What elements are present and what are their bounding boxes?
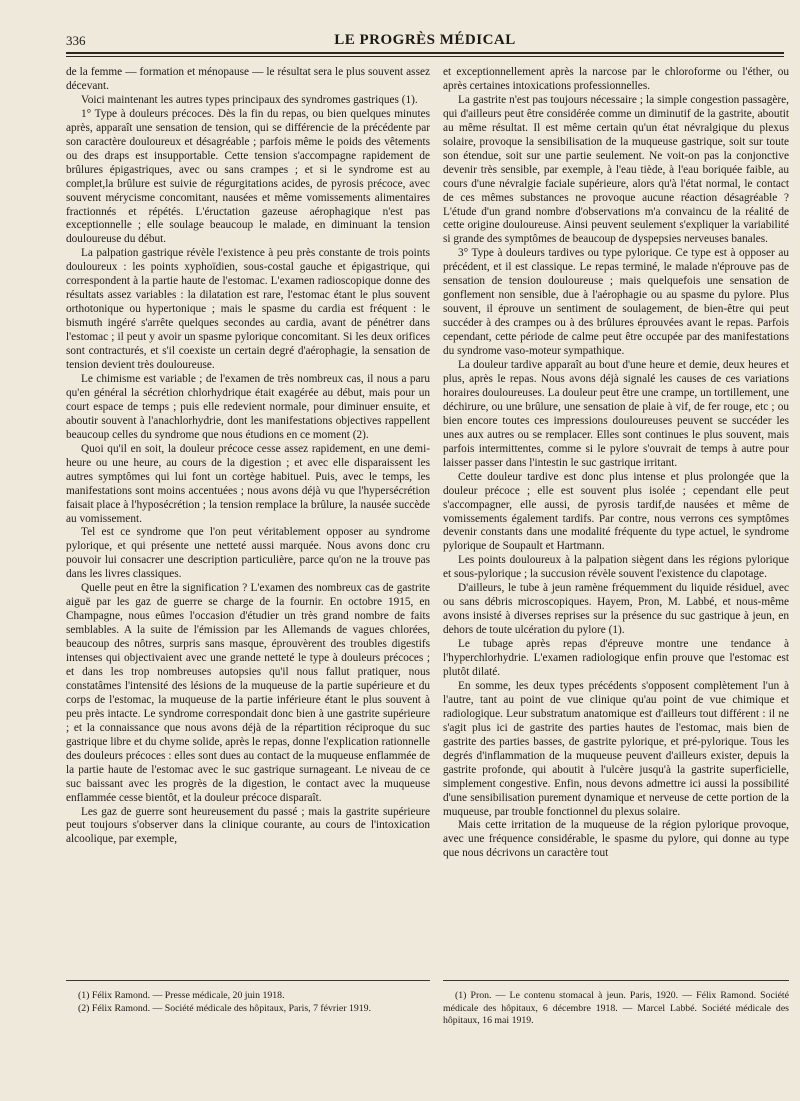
right-column xyxy=(443,66,789,971)
page-number: 336 xyxy=(66,33,86,48)
paragraph: En somme, les deux types précédents s'opposent complètement l'un à l'autre, tant au point de vue clinique qu'au point de vue chimique et radiologique. Leur substratum anatomique est d'ailleurs tout différent : il ne s'agit plus ici de gastrite des parties hautes de l'estomac, mais bien de gastrite des parties basses, de gastrite pylorique, et pré-pylorique. Tous les degrés d'inflammation de la muqueuse peuvent d'ailleurs exister, depuis la gastrite profonde, qui aboutit à l'ulcère jusqu'à la gastrite superficielle, simplement congestive. Enfin, nous devons admettre ici aussi la possibilité d'une sensibilisation purement dynamique et nerveuse de cette portion de la muqueuse, par trouble fonctionnel du plexus solaire. xyxy=(443,679,789,818)
page-header xyxy=(66,29,784,51)
footnote-rule xyxy=(443,980,789,981)
paragraph: Quoi qu'il en soit, la douleur précoce cesse assez rapidement, en une demi-heure ou une heure, au cours de la digestion ; et avec elle disparaissent les autres symptômes qui lui font un cortège habituel. Puis, avec le temps, les manifestations sont moins accentuées ; nous avons déjà vu que l'hypersécrétion faisait place à l'hyposécrétion ; la tension remplace la brûlure, la nausée succède au vomissement. xyxy=(66,442,430,525)
left-column xyxy=(66,66,430,971)
paragraph: La gastrite n'est pas toujours nécessaire ; la simple congestion passagère, qui d'ailleurs peut être considérée comme un diminutif de la gastrite, aboutit au même résultat. Il est même certain qu'un état névralgique du plexus solaire, provoque la sensibilisation de la muqueuse gastrique, soit sur toute son étendue, soit sur une partie seulement. Ne voit-on pas la conjonctive devenir très sensible, par exemple, à l'eau tiède, à l'eau boriquée faible, au cours d'une névralgie faciale supérieure, alors qu'à l'état normal, le contact de ces mêmes substances ne provoque aucune réaction désagréable ? L'étude d'un grand nombre d'observations m'a convaincu de la réalité de cette origine douloureuse. Ainsi peuvent seulement s'expliquer la variabilité si grande des symptômes de beaucoup de dyspepsies nerveuses banales. xyxy=(443,93,789,246)
paragraph: 3° Type à douleurs tardives ou type pylorique. Ce type est à opposer au précédent, et il est classique. Le repas terminé, le malade n'éprouve pas de sensation de tension douloureuse ; mais quelquefois une sensation de gonflement non sensible, due à l'aérophagie ou au spasme du pylore. Plus souvent, il éprouve un sentiment de soulagement, de bien-être qui peut succéder à des crampes ou à des brûlures éprouvées avant le repas. Parfois cependant, cette période de calme peut être occupée par des manifestations du syndrome vaso-moteur sympathique. xyxy=(443,247,789,358)
footnote: (1) Pron. — Le contenu stomacal à jeun. Paris, 1920. — Félix Ramond. Société médicale des hôpitaux, 6 décembre 1918. — Marcel Labbé. Société médicale des hôpitaux, 16 mai 1919. xyxy=(443,990,789,1026)
paragraph: Le chimisme est variable ; de l'examen de très nombreux cas, il nous a paru qu'en général la sécrétion chlorhydrique était exagérée au début, mais pour un court espace de temps ; puis elle redevient normale, pour diminuer ensuite, et aboutir souvent à l'anachlorhydrie, dont les manifestations objectives rappellent beaucoup celles du syndrome que nous étudions en ce moment (2). xyxy=(66,372,430,441)
footnotes-left xyxy=(66,990,430,1015)
paragraph: Les points douloureux à la palpation siègent dans les régions pylorique et sous-pylorique ; la succusion révèle souvent l'existence du clapotage. xyxy=(443,554,789,581)
paragraph: Cette douleur tardive est donc plus intense et plus prolongée que la douleur précoce ; elle est souvent plus isolée ; cependant elle peut s'accompagner, elle aussi, de pyrosis tardif,de nausées et même de vomissements également tardifs. Par contre, nous verrons ces symptômes devenir constants dans une modalité fréquente du type actuel, le syndrome pylorique de Soupault et Hartmann. xyxy=(443,470,789,553)
paragraph: Voici maintenant les autres types principaux des syndromes gastriques (1). xyxy=(81,93,418,106)
footnote: (1) Félix Ramond. — Presse médicale, 20 juin 1918. xyxy=(78,990,285,1001)
header-rule xyxy=(66,52,784,54)
paragraph: Les gaz de guerre sont heureusement du passé ; mais la gastrite supérieure peut toujours s'observer dans la clinique courante, au cours de l'intoxication alcoolique, par exemple, xyxy=(66,805,430,846)
paragraph: Tel est ce syndrome que l'on peut véritablement opposer au syndrome pylorique, et qui présente une netteté aussi marquée. Nous avons donc cru pouvoir lui consacrer une description particulière, parce qu'on ne la trouve pas dans les livres classiques. xyxy=(66,526,430,581)
paragraph: de la femme — formation et ménopause — le résultat sera le plus souvent assez décevant. xyxy=(66,66,430,92)
journal-title: LE PROGRÈS MÉDICAL xyxy=(334,32,516,48)
header-rule-thin xyxy=(66,56,784,57)
footnote: (2) Félix Ramond. — Société médicale des hôpitaux, Paris, 7 février 1919. xyxy=(78,1002,372,1014)
paragraph: La palpation gastrique révèle l'existence à peu près constante de trois points douloureux : les points xyphoïdien, sous-costal gauche et épigastrique, qui correspondent à la partie haute de l'estomac. L'examen radioscopique donne des résultats assez variables : la dilatation est rare, l'estomac étant le plus souvent orthotonique ou hypertonique ; mais le spasme du cardia est fréquent : le bismuth ingéré s'arrête quelques secondes au cardia, avant de pénétrer dans l'estomac ; il peut y avoir un spasme pylorique concomitant. Si les deux orifices sont contracturés, et s'il coexiste un certain degré d'aérophagie, la sensation de tension devient très douloureuse. xyxy=(66,247,430,372)
footnotes-right xyxy=(443,990,789,1028)
footnote-rule xyxy=(66,980,430,981)
paragraph: 1° Type à douleurs précoces. Dès la fin du repas, ou bien quelques minutes après, apparaît une sensation de tension, qui se différencie de la précédente par son caractère douloureux et désagréable ; parfois même le poids des vêtements ou des draps est insupportable. Cette tension s'accompagne rapidement de brûlures épigastriques, avec ou sans crampes ; et si le syndrome est au complet,la brûlure est suivie de régurgitations acides, de pyrosis précoce, avec souvent mérycisme concomitant, nausées et même vomissements alimentaires fractionnés et répétés. L'éructation gazeuse aérophagique n'est pas exceptionnelle ; elle soulage beaucoup le malade, en diminuant la tension douloureuse du début. xyxy=(66,107,430,246)
paragraph: et exceptionnellement après la narcose par le chloroforme ou l'éther, ou après certaines intoxications professionnelles. xyxy=(443,66,789,92)
paragraph: Quelle peut en être la signification ? L'examen des nombreux cas de gastrite aiguë par les gaz de guerre se charge de la fournir. En octobre 1915, en Champagne, nous eûmes l'occasion d'étudier un très grand nombre de faits semblables. A la suite de l'émission par les Allemands de vagues chlorées, beaucoup des nôtres, surpris sans masque, éprouvèrent des troubles digestifs intenses qui objectivaient avec une grande netteté le type à douleurs précoces ; et dans les trop nombreuses autopsies qu'il nous fallut pratiquer, nous constatâmes l'intensité des lésions de la muqueuse de la partie supérieure et du corps de l'estomac, la muqueuse de la partie inférieure étant le plus souvent à peu près intacte. Le syndrome correspondait donc bien à une gastrite supérieure ; et la connaissance que nous avons déjà de la répartition réciproque du suc gastrique libre et du chyme solide, après le repas, donne l'explication rationnelle des douleurs précoces : elles sont dues au contact de la muqueuse enflammée de la partie haute de l'estomac avec le suc gastrique surnageant. Le niveau de ce suc baissant avec les progrès de la digestion, le contact avec la muqueuse enflammée cesse bientôt, et la douleur précoce disparaît. xyxy=(66,582,430,804)
paragraph: Le tubage après repas d'épreuve montre une tendance à l'hyperchlorhydrie. L'examen radiologique enfin prouve que l'estomac est plutôt dilaté. xyxy=(443,638,789,678)
paragraph: La douleur tardive apparaît au bout d'une heure et demie, deux heures et plus, après le repas. Nous avons déjà signalé les causes de ces variations horaires douloureuses. La douleur peut être une crampe, un tortillement, une déchirure, ou une brûlure, une sensation de plaie à vif, de fer rouge, etc ; ou bien encore toutes ces impressions douloureuses peuvent se succéder les unes aux autres ou se remplacer. Elles sont continues le plus souvent, mais parfois intermittentes, comme si le pylore s'ouvrait de temps à autre pour laisser passer dans l'intestin le suc gastrique irritant. xyxy=(443,359,789,469)
paragraph: Mais cette irritation de la muqueuse de la région pylorique provoque, avec une fréquence considérable, le spasme du pylore, qui donne au type que nous décrivons un caractère tout xyxy=(443,819,789,860)
paragraph: D'ailleurs, le tube à jeun ramène fréquemment du liquide résiduel, avec ou sans débris microscopiques. Hayem, Pron, M. Labbé, et nous-même avons insisté à diverses reprises sur la présence du suc gastrique à jeun, en dehors de toute ulcération du pylore (1). xyxy=(443,582,789,637)
